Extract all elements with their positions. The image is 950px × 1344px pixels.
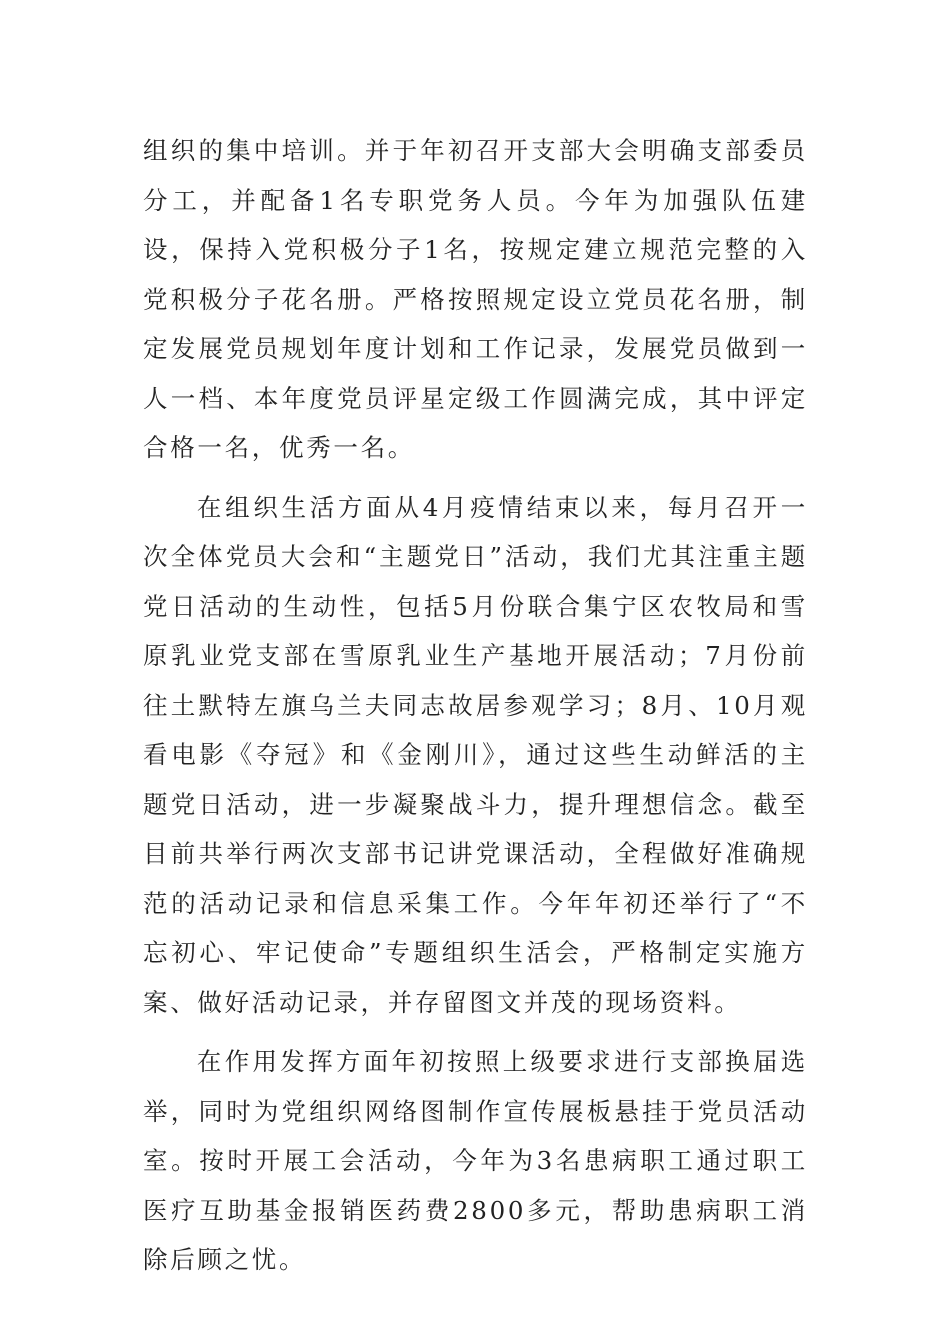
document-page xyxy=(143,126,808,1295)
paragraph-role-function: 在作用发挥方面年初按照上级要求进行支部换届选举，同时为党组织网络图制作宣传展板悬挂于党员活动室。按时开展工会活动，今年为3名患病职工通过职工医疗互助基金报销医药费2800多元，帮助患病职工消除后顾之忧。 xyxy=(143,1047,808,1274)
paragraph-organization-life: 在组织生活方面从4月疫情结束以来，每月召开一次全体党员大会和“主题党日”活动，我们尤其注重主题党日活动的生动性，包括5月份联合集宁区农牧局和雪原乳业党支部在雪原乳业生产基地开展活动；7月份前往土默特左旗乌兰夫同志故居参观学习；8月、10月观看电影《夺冠》和《金刚川》，通过这些生动鲜活的主题党日活动，进一步凝聚战斗力，提升理想信念。截至目前共举行两次支部书记讲党课活动，全程做好准确规范的活动记录和信息采集工作。今年年初还举行了“不忘初心、牢记使命”专题组织生活会，严格制定实施方案、做好活动记录，并存留图文并茂的现场资料。 xyxy=(143,492,808,1017)
paragraph-training: 组织的集中培训。并于年初召开支部大会明确支部委员分工，并配备1名专职党务人员。今年为加强队伍建设，保持入党积极分子1名，按规定建立规范完整的入党积极分子花名册。严格按照规定设立党员花名册，制定发展党员规划年度计划和工作记录，发展党员做到一人一档、本年度党员评星定级工作圆满完成，其中评定合格一名，优秀一名。 xyxy=(143,136,808,462)
